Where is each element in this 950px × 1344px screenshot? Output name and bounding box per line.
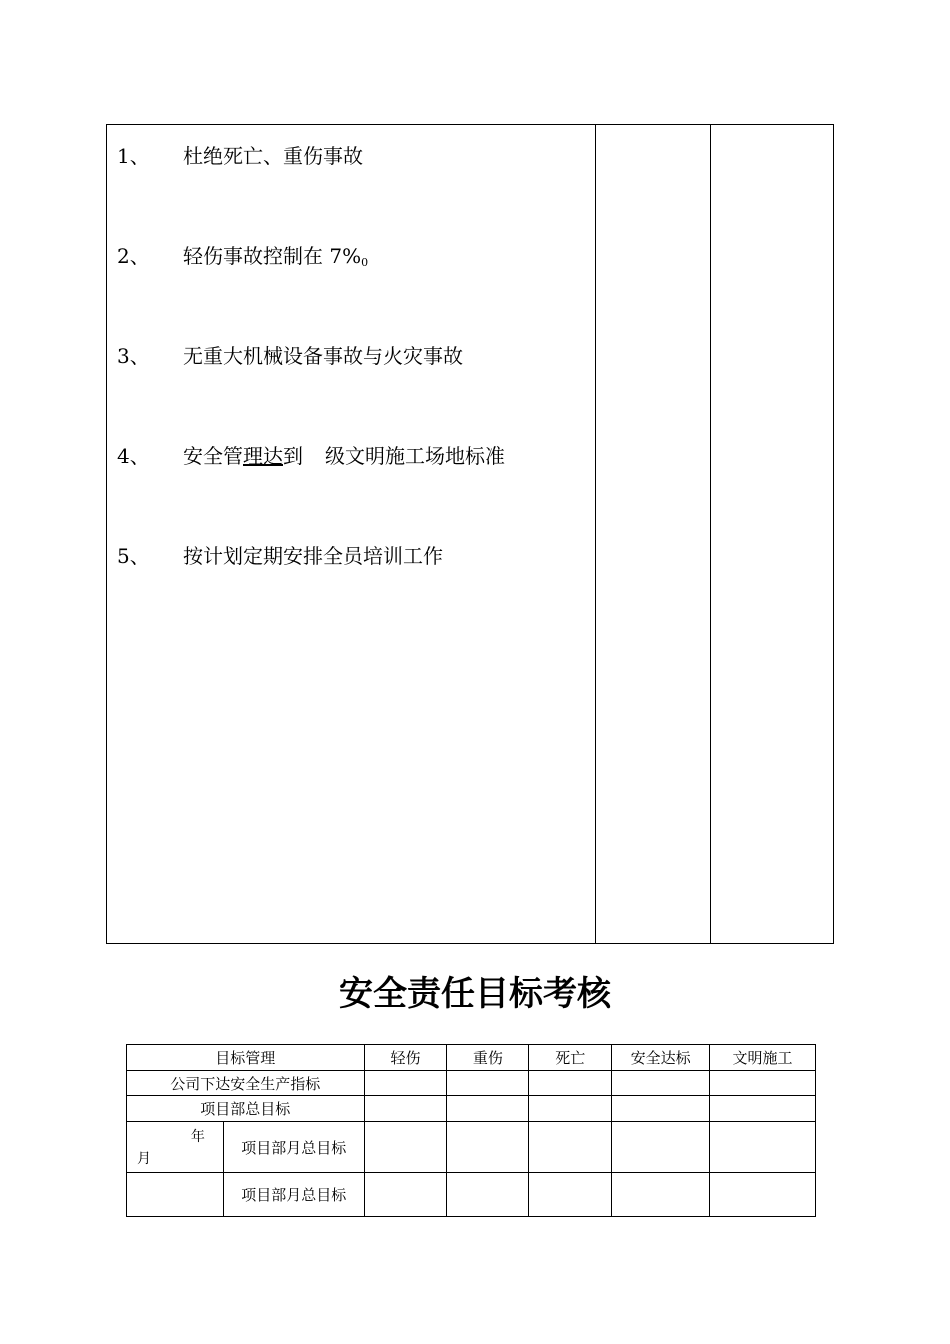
row-label-project-total: 项目部总目标 (127, 1096, 365, 1122)
table-cell (364, 1071, 447, 1096)
goal-suffix: 0 (361, 256, 369, 269)
table-cell (447, 1071, 529, 1096)
goal-text: 无重大机械设备事故与火灾事故 (183, 344, 463, 368)
table-row (127, 1173, 816, 1217)
table-cell (529, 1122, 612, 1173)
table-cell (364, 1122, 447, 1173)
table-cell (364, 1096, 447, 1122)
table-cell (710, 1122, 816, 1173)
row-label-project-monthly: 项目部月总目标 (223, 1122, 364, 1173)
goal-number: 3、 (117, 344, 150, 368)
table-row (127, 1096, 816, 1122)
goal-text: 杜绝死亡、重伤事故 (183, 144, 363, 168)
assessment-table (126, 1044, 816, 1217)
goal-item-3 (117, 344, 463, 368)
year-month-cell (127, 1122, 224, 1173)
section-title: 安全责任目标考核 (339, 974, 611, 1014)
table-cell (612, 1071, 710, 1096)
table-cell (127, 1173, 224, 1217)
goal-number: 4、 (117, 444, 150, 468)
table-cell (710, 1173, 816, 1217)
table-cell (612, 1173, 710, 1217)
table-cell (529, 1071, 612, 1096)
goal-text-tail: 级文明施工场地标准 (325, 444, 505, 468)
table-cell (529, 1173, 612, 1217)
goal-text-underlined: 理达 (243, 444, 283, 468)
goal-number: 1、 (117, 144, 150, 168)
goal-text-pre: 安全管 (183, 444, 243, 468)
goal-item-1 (117, 144, 363, 168)
year-label: 年 (190, 1129, 205, 1145)
table-cell (447, 1122, 529, 1173)
goal-text-post: 到 (283, 444, 303, 468)
goal-item-5 (117, 544, 443, 568)
header-death: 死亡 (529, 1045, 612, 1071)
table-cell (612, 1096, 710, 1122)
header-serious-injury: 重伤 (447, 1045, 529, 1071)
table-row (127, 1122, 816, 1173)
goal-text: 轻伤事故控制在 7% (183, 244, 362, 268)
header-safety-compliance: 安全达标 (612, 1045, 710, 1071)
goal-number: 2、 (117, 244, 150, 268)
table-cell (447, 1096, 529, 1122)
column-divider (710, 125, 711, 943)
table-cell (529, 1096, 612, 1122)
header-target-management: 目标管理 (127, 1045, 365, 1071)
table-row (127, 1071, 816, 1096)
table-cell (710, 1096, 816, 1122)
header-row (127, 1045, 816, 1071)
goal-item-2 (117, 244, 368, 275)
table-cell (364, 1173, 447, 1217)
goal-item-4 (117, 444, 505, 468)
header-minor-injury: 轻伤 (364, 1045, 447, 1071)
goal-text: 按计划定期安排全员培训工作 (183, 544, 443, 568)
month-label: 月 (137, 1151, 151, 1167)
table-cell (710, 1071, 816, 1096)
row-label-company: 公司下达安全生产指标 (127, 1071, 365, 1096)
header-civilized-construction: 文明施工 (710, 1045, 816, 1071)
row-label-project-monthly: 项目部月总目标 (223, 1173, 364, 1217)
goals-table (106, 124, 834, 944)
column-divider (595, 125, 596, 943)
table-cell (447, 1173, 529, 1217)
goal-number: 5、 (117, 544, 150, 568)
table-cell (612, 1122, 710, 1173)
